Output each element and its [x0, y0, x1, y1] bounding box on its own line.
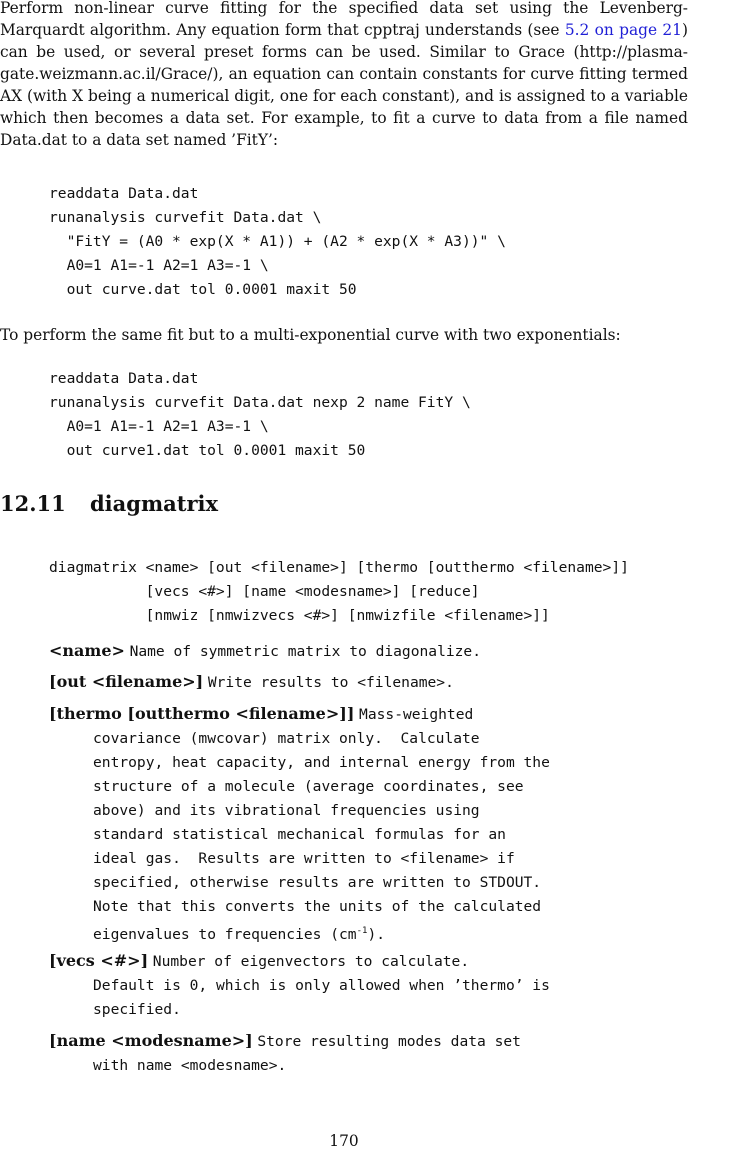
option-term: [name <modesname>] [49, 1031, 253, 1050]
option-description-line: with name <modesname>. [93, 1057, 287, 1074]
code-line: out curve.dat tol 0.0001 maxit 50 [49, 281, 357, 298]
option-description: Mass-weighted [359, 706, 474, 723]
usage-line: diagmatrix <name> [out <filename>] [thermo [outthermo <filename>]] [49, 559, 629, 576]
section-title: diagmatrix [90, 491, 219, 516]
option-description: Name of symmetric matrix to diagonalize. [129, 643, 482, 660]
section-reference-link[interactable]: 5.2 on page 21 [564, 21, 682, 39]
option-modesname [49, 1029, 729, 1078]
units-superscript: -1 [356, 926, 368, 936]
option-vecs [49, 949, 729, 1022]
multi-exp-example-code [49, 367, 471, 463]
code-line: "FitY = (A0 * exp(X * A1)) + (A2 * exp(X * A3))" \ [49, 233, 506, 250]
multi-exp-paragraph: To perform the same fit but to a multi-exponential curve with two exponentials: [0, 326, 621, 344]
option-description-line: Default is 0, which is only allowed when ’thermo’ is [93, 977, 550, 994]
option-description-line: specified. [93, 1001, 181, 1018]
units-text: eigenvalues to frequencies (cm [93, 925, 357, 943]
section-number: 12.11 [0, 491, 66, 516]
option-description-line: structure of a molecule (average coordinates, see [93, 778, 524, 795]
option-description-line: Note that this converts the units of the calculated [93, 898, 542, 915]
code-line: readdata Data.dat [49, 370, 199, 387]
intro-text-end: ) can be used, or several preset forms can be used. Similar to Grace (http://plasma-gate.weizmann.ac.il/Grace/), an equation can contain constants for curve fitting termed AX (with X being a numerical digit, one for each constant), and is assigned to a variable which then becomes a data set. For example, to fit a curve to data from a file named Data.dat to a data set named ’FitY’: [0, 21, 688, 149]
option-description-line: standard statistical mechanical formulas for an [93, 826, 506, 843]
code-line: runanalysis curvefit Data.dat \ [49, 209, 322, 226]
code-line: out curve1.dat tol 0.0001 maxit 50 [49, 442, 366, 459]
option-description-line: entropy, heat capacity, and internal energy from the [93, 754, 550, 771]
option-description-line: ideal gas. Results are written to <filename> if [93, 850, 515, 867]
page-number: 170 [329, 1132, 359, 1150]
code-line: readdata Data.dat [49, 185, 199, 202]
option-description-line: covariance (mwcovar) matrix only. Calculate [93, 730, 480, 747]
intro-text-start: Perform non-linear curve fitting for the specified data set using the Levenberg-Marquardt algorithm. Any equation form that cpptraj understands (see [0, 0, 688, 39]
option-term: [vecs <#>] [49, 951, 149, 970]
option-description-line: above) and its vibrational frequencies using [93, 802, 480, 819]
usage-line: [nmwiz [nmwizvecs <#>] [nmwizfile <filename>]] [49, 607, 550, 624]
option-description: Store resulting modes data set [257, 1033, 521, 1050]
option-description-line [49, 919, 729, 947]
option-term: [thermo [outthermo <filename>]] [49, 704, 355, 723]
code-line: runanalysis curvefit Data.dat nexp 2 name FitY \ [49, 394, 471, 411]
option-thermo [49, 702, 729, 947]
option-term: [out <filename>] [49, 672, 204, 691]
usage-line: [vecs <#>] [name <modesname>] [reduce] [49, 583, 480, 600]
option-name [49, 639, 729, 664]
intro-paragraph [0, 0, 688, 151]
option-out [49, 670, 729, 695]
units-text-end: ). [367, 925, 386, 943]
code-line: A0=1 A1=-1 A2=1 A3=-1 \ [49, 418, 269, 435]
section-heading [0, 489, 218, 519]
option-term: <name> [49, 641, 125, 660]
option-description: Number of eigenvectors to calculate. [152, 953, 470, 970]
option-description: Write results to <filename>. [207, 674, 454, 691]
code-line: A0=1 A1=-1 A2=1 A3=-1 \ [49, 257, 269, 274]
curvefit-example-code [49, 182, 506, 302]
option-description-line: specified, otherwise results are written to STDOUT. [93, 874, 542, 891]
diagmatrix-usage [49, 556, 629, 628]
